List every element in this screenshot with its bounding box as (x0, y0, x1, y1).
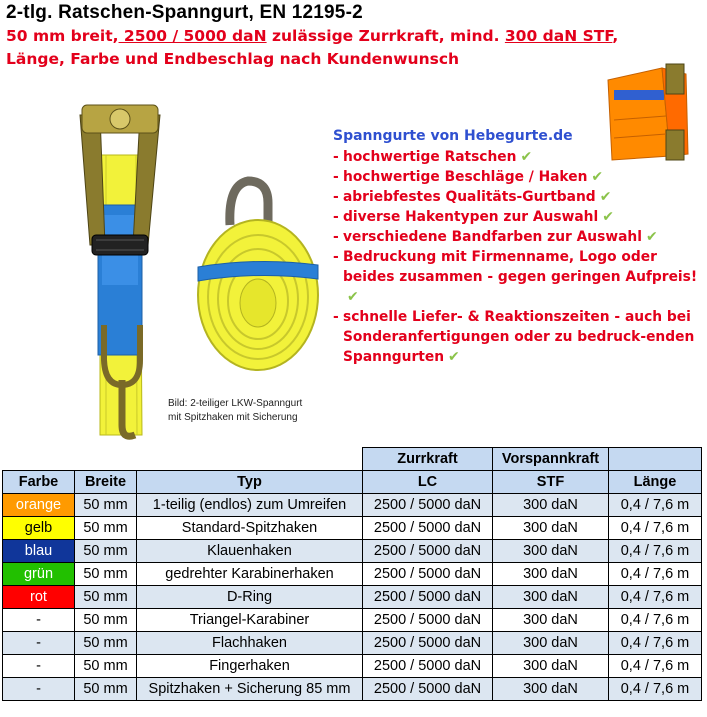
cell-lc: 2500 / 5000 daN (363, 517, 493, 540)
cell-stf: 300 daN (493, 517, 609, 540)
cell-typ: Fingerhaken (137, 655, 363, 678)
cell-typ: gedrehter Karabinerhaken (137, 563, 363, 586)
photo-caption: Bild: 2-teiliger LKW-Spanngurt mit Spitzhaken mit Sicherung (168, 398, 303, 423)
table-row (3, 678, 702, 701)
feature-item: - Bedruckung mit Firmenname, Logo oder beides zusammen - gegen geringen Aufpreis!✔ (333, 249, 698, 305)
subtitle-line-2: Länge, Farbe und Endbeschlag nach Kundenwunsch (6, 50, 460, 68)
cell-laenge: 0,4 / 7,6 m (609, 655, 702, 678)
checkmark-icon: ✔ (448, 349, 460, 365)
cell-laenge: 0,4 / 7,6 m (609, 632, 702, 655)
cell-typ: 1-teilig (endlos) zum Umreifen (137, 494, 363, 517)
cell-breite: 50 mm (75, 678, 137, 701)
cell-laenge: 0,4 / 7,6 m (609, 563, 702, 586)
column-header-farbe: Farbe (3, 471, 75, 494)
cell-farbe: gelb (3, 517, 75, 540)
feature-item: - hochwertige Beschläge / Haken ✔ (333, 169, 604, 185)
cell-farbe: grün (3, 563, 75, 586)
cell-breite: 50 mm (75, 563, 137, 586)
feature-items (333, 147, 705, 367)
cell-stf: 300 daN (493, 632, 609, 655)
checkmark-icon: ✔ (645, 229, 658, 245)
cell-breite: 50 mm (75, 494, 137, 517)
table-row (3, 563, 702, 586)
cell-stf: 300 daN (493, 494, 609, 517)
feature-item: - schnelle Liefer- & Reaktionszeiten - auch bei Sonderanfertigungen oder zu bedruck-enden Spanngurten ✔ (333, 309, 695, 365)
checkmark-icon: ✔ (599, 189, 612, 205)
cell-lc: 2500 / 5000 daN (363, 586, 493, 609)
cell-laenge: 0,4 / 7,6 m (609, 586, 702, 609)
cell-breite: 50 mm (75, 517, 137, 540)
feature-item: - hochwertige Ratschen ✔ (333, 149, 533, 165)
cell-lc: 2500 / 5000 daN (363, 632, 493, 655)
cell-laenge: 0,4 / 7,6 m (609, 609, 702, 632)
table-row (3, 494, 702, 517)
checkmark-icon: ✔ (520, 149, 533, 165)
cell-breite: 50 mm (75, 632, 137, 655)
checkmark-icon: ✔ (602, 209, 614, 225)
cell-laenge: 0,4 / 7,6 m (609, 517, 702, 540)
cell-typ: Flachhaken (137, 632, 363, 655)
cell-farbe: - (3, 609, 75, 632)
cell-laenge: 0,4 / 7,6 m (609, 678, 702, 701)
table-row (3, 586, 702, 609)
feature-heading: Spanngurte von Hebegurte.de (333, 128, 573, 144)
page-title: 2-tlg. Ratschen-Spanngurt, EN 12195-2 (6, 2, 363, 23)
ratchet-strap-photo (60, 95, 180, 445)
feature-item: - diverse Hakentypen zur Auswahl ✔ (333, 209, 614, 225)
cell-lc: 2500 / 5000 daN (363, 678, 493, 701)
table-row (3, 609, 702, 632)
column-header-typ: Typ (137, 471, 363, 494)
cell-stf: 300 daN (493, 540, 609, 563)
cell-stf: 300 daN (493, 563, 609, 586)
table-row (3, 655, 702, 678)
coiled-strap-photo (188, 175, 328, 380)
cell-breite: 50 mm (75, 609, 137, 632)
cell-farbe: orange (3, 494, 75, 517)
feature-item: - abriebfestes Qualitäts-Gurtband ✔ (333, 189, 612, 205)
cell-typ: Standard-Spitzhaken (137, 517, 363, 540)
cell-laenge: 0,4 / 7,6 m (609, 540, 702, 563)
lc-highlight: 2500 / 5000 daN (118, 27, 267, 45)
group-header-zurrkraft: Zurrkraft (363, 448, 493, 471)
cell-stf: 300 daN (493, 586, 609, 609)
column-header-breite: Breite (75, 471, 137, 494)
cell-farbe: blau (3, 540, 75, 563)
cell-laenge: 0,4 / 7,6 m (609, 494, 702, 517)
cell-typ: Spitzhaken + Sicherung 85 mm (137, 678, 363, 701)
cell-stf: 300 daN (493, 609, 609, 632)
cell-typ: Klauenhaken (137, 540, 363, 563)
cell-lc: 2500 / 5000 daN (363, 540, 493, 563)
cell-breite: 50 mm (75, 540, 137, 563)
cell-farbe: rot (3, 586, 75, 609)
checkmark-icon: ✔ (347, 289, 359, 305)
cell-farbe: - (3, 655, 75, 678)
cell-farbe: - (3, 678, 75, 701)
cell-breite: 50 mm (75, 655, 137, 678)
cell-farbe: - (3, 632, 75, 655)
table-row (3, 632, 702, 655)
spec-table (2, 447, 702, 701)
cell-stf: 300 daN (493, 655, 609, 678)
column-header-laenge: Länge (609, 471, 702, 494)
cell-lc: 2500 / 5000 daN (363, 563, 493, 586)
cell-lc: 2500 / 5000 daN (363, 494, 493, 517)
cell-breite: 50 mm (75, 586, 137, 609)
feature-list (333, 128, 705, 367)
cell-typ: D-Ring (137, 586, 363, 609)
checkmark-icon: ✔ (591, 169, 604, 185)
cell-lc: 2500 / 5000 daN (363, 655, 493, 678)
stf-highlight: 300 daN STF (504, 27, 613, 45)
column-header-lc: LC (363, 471, 493, 494)
cell-typ: Triangel-Karabiner (137, 609, 363, 632)
cell-lc: 2500 / 5000 daN (363, 609, 493, 632)
subtitle-line-1: 50 mm breit, 2500 / 5000 daN zulässige Zurrkraft, mind. 300 daN STF, (6, 27, 619, 45)
cell-stf: 300 daN (493, 678, 609, 701)
column-header-stf: STF (493, 471, 609, 494)
table-row (3, 517, 702, 540)
table-row (3, 540, 702, 563)
feature-item: - verschiedene Bandfarben zur Auswahl ✔ (333, 229, 658, 245)
group-header-vorspannkraft: Vorspannkraft (493, 448, 609, 471)
